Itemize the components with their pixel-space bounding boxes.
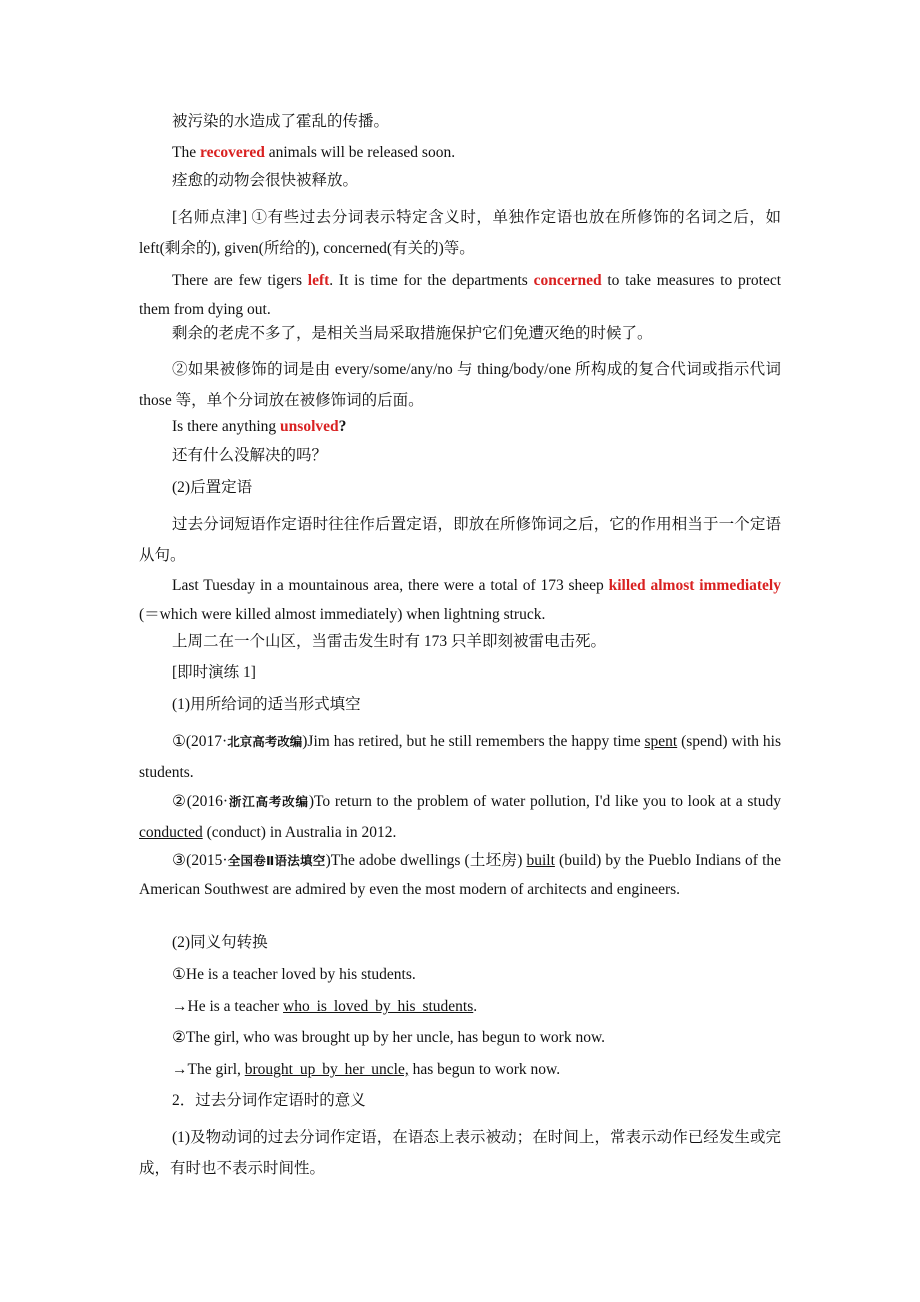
highlight: unsolved — [280, 418, 339, 435]
sentence-translation: 还有什么没解决的吗？ — [172, 447, 328, 464]
text: There are few tigers — [172, 272, 308, 289]
text: . — [473, 998, 478, 1015]
item-number: ②(2016· — [172, 793, 229, 810]
text: The — [172, 144, 200, 161]
example-sentence — [139, 143, 455, 163]
text: Last Tuesday in a mountainous area, there were a total of 173 sheep — [172, 577, 609, 594]
text: Is there anything — [172, 418, 281, 435]
section-heading: (2)后置定语 — [172, 479, 253, 496]
answer-blank: spent — [644, 733, 678, 750]
text: →He is a teacher — [172, 998, 284, 1015]
example-sentence — [139, 571, 781, 629]
section-heading: 2．过去分词作定语时的意义 — [172, 1092, 366, 1109]
sentence-translation: 上周二在一个山区，当雷击发生时有 173 只羊即刻被雷电击死。 — [172, 633, 607, 650]
exercise-answer — [139, 997, 477, 1017]
source-label: 北京高考改编 — [227, 734, 303, 749]
exercise-subheading: (2)同义句转换 — [172, 934, 268, 951]
text: )Jim has retired, but he still remembers the happy time — [302, 733, 645, 750]
sentence-translation: 被污染的水造成了霍乱的传播。 — [172, 113, 390, 130]
tip-text: ①有些过去分词表示特定含义时，单独作定语也放在所修饰的名词之后，如 left(剩余的), given(所给的), concerned(有关的)等。 — [139, 209, 781, 257]
exercise-item: ②The girl, who was brought up by her uncle, has begun to work now. — [172, 1029, 606, 1046]
text: →The girl, — [172, 1061, 245, 1078]
text: to take measures to protect them from dying out. — [139, 272, 782, 318]
highlight: left — [307, 272, 330, 289]
answer-blank: who is loved by his students — [283, 998, 474, 1015]
highlight: concerned — [533, 272, 602, 289]
example-sentence — [139, 266, 781, 324]
source-label: 全国卷Ⅱ语法填空 — [227, 853, 326, 868]
text: . It is time for the departments — [329, 272, 534, 289]
sentence-translation: 剩余的老虎不多了，是相关当局采取措施保护它们免遭灭绝的时候了。 — [172, 325, 653, 342]
exercise-item — [139, 846, 781, 904]
exercise-answer — [139, 1060, 560, 1080]
rule-note: 过去分词短语作定语时往往作后置定语，即放在所修饰词之后，它的作用相当于一个定语从句。 — [139, 516, 781, 564]
item-number: ③(2015· — [172, 852, 228, 869]
exercise-heading: [即时演练 1] — [172, 664, 256, 681]
teacher-tip — [139, 202, 781, 264]
exercise-item — [139, 726, 781, 788]
text: (build) by the Pueblo Indians of the American Southwest are admired by even the most modern of architects and engineers. — [139, 852, 782, 898]
exercise-item — [139, 786, 781, 848]
source-label: 浙江高考改编 — [228, 794, 309, 809]
rule-note: (1)及物动词的过去分词作定语，在语态上表示被动；在时间上，常表示动作已经发生或完成，有时也不表示时间性。 — [139, 1129, 781, 1177]
example-sentence — [139, 417, 346, 437]
tip-label: [名师点津] — [172, 209, 248, 226]
item-number: ①(2017· — [172, 733, 228, 750]
text: (＝which were killed almost immediately) when lightning struck. — [139, 606, 546, 623]
text: )The adobe dwellings (土坯房) — [325, 852, 527, 869]
rule-note: ②如果被修饰的词是由 every/some/any/no 与 thing/body/one 所构成的复合代词或指示代词 those 等，单个分词放在被修饰词的后面。 — [139, 361, 781, 409]
text: has begun to work now. — [408, 1061, 561, 1078]
answer-blank: built — [526, 852, 555, 869]
sentence-translation: 痊愈的动物会很快被释放。 — [172, 172, 359, 189]
answer-blank: brought up by her uncle, — [244, 1061, 409, 1078]
answer-blank: conducted — [139, 824, 203, 841]
exercise-subheading: (1)用所给词的适当形式填空 — [172, 696, 361, 713]
text: (conduct) in Australia in 2012. — [202, 824, 397, 841]
exercise-item: ①He is a teacher loved by his students. — [172, 966, 416, 983]
text: ? — [338, 418, 347, 435]
highlight: killed almost immediately — [608, 577, 781, 594]
text: (spend) with his students. — [139, 733, 781, 781]
highlight: recovered — [199, 144, 265, 161]
text: )To return to the problem of water pollution, I'd like you to look at a study — [308, 793, 781, 810]
text: animals will be released soon. — [264, 144, 456, 161]
